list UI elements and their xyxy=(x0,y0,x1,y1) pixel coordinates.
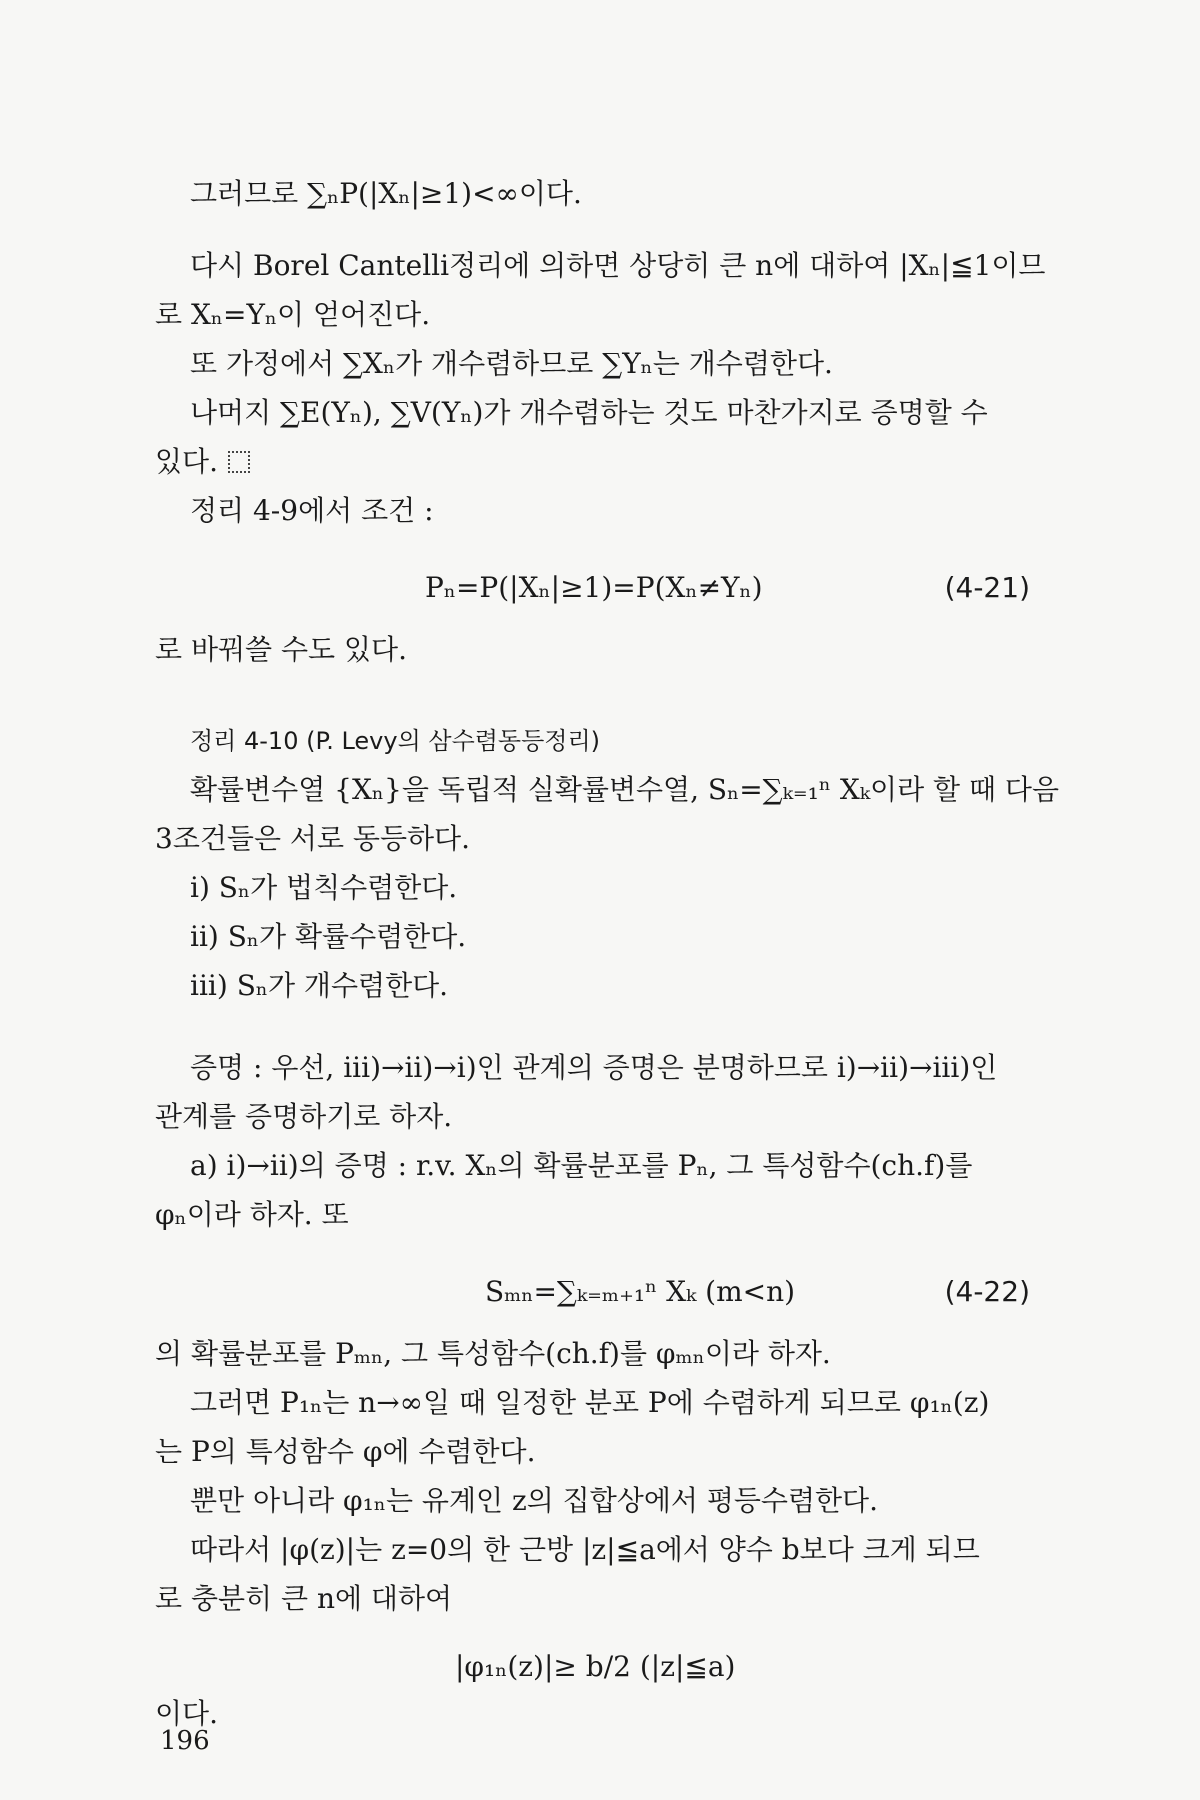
text-line: ii) Sₙ가 확률수렴한다. xyxy=(190,920,467,953)
text-line: 로 충분히 큰 n에 대하여 xyxy=(155,1582,453,1615)
text-line: 는 P의 특성함수 φ에 수렴한다. xyxy=(155,1435,536,1468)
text-line: 그러면 P₁ₙ는 n→∞일 때 일정한 분포 P에 수렴하게 되므로 φ₁ₙ(z) xyxy=(190,1386,990,1419)
equation-expression: Sₘₙ=∑ₖ₌ₘ₊₁ⁿ Xₖ (m<n) xyxy=(485,1275,796,1308)
text-line: a) i)→ii)의 증명 : r.v. Xₙ의 확률분포를 Pₙ, 그 특성함수(ch.f)를 xyxy=(190,1149,973,1182)
text-line: 정리 4-9에서 조건 : xyxy=(190,494,434,527)
equation-number: (4-21) xyxy=(944,571,1030,604)
text-line: 로 Xₙ=Yₙ이 얻어진다. xyxy=(155,298,431,331)
text-line: 3조건들은 서로 동등하다. xyxy=(155,822,470,855)
theorem-title: 정리 4-10 (P. Levy의 삼수렴동등정리) xyxy=(190,727,601,755)
page-number: 196 xyxy=(160,1726,210,1756)
text-line: 따라서 |φ(z)|는 z=0의 한 근방 |z|≦a에서 양수 b보다 크게 되므 xyxy=(190,1533,980,1566)
text-line: i) Sₙ가 법칙수렴한다. xyxy=(190,871,458,904)
text-line xyxy=(155,440,1060,484)
text-line: 그러므로 ∑ₙP(|Xₙ|≥1)<∞이다. xyxy=(190,177,582,210)
text-line: 뿐만 아니라 φ₁ₙ는 유계인 z의 집합상에서 평등수렴한다. xyxy=(190,1484,879,1517)
qed-mark-icon xyxy=(228,451,250,473)
text-line: 관계를 증명하기로 하자. xyxy=(155,1100,453,1133)
text-line: φₙ이라 하자. 또 xyxy=(155,1198,349,1231)
text-line: 또 가정에서 ∑Xₙ가 개수렴하므로 ∑Yₙ는 개수렴한다. xyxy=(190,347,833,380)
text-line: 다시 Borel Cantelli정리에 의하면 상당히 큰 n에 대하여 |Xₙ|≦1이므 xyxy=(190,249,1046,282)
equation-expression: |φ₁ₙ(z)|≥ b/2 (|z|≦a) xyxy=(455,1650,736,1683)
text-line: 확률변수열 {Xₙ}을 독립적 실확률변수열, Sₙ=∑ₖ₌₁ⁿ Xₖ이라 할 때 다음 xyxy=(190,773,1060,806)
text-line: 증명 : 우선, iii)→ii)→i)인 관계의 증명은 분명하므로 i)→ii)→iii)인 xyxy=(190,1051,998,1084)
text-fragment: 있다. xyxy=(155,445,218,478)
text-line: iii) Sₙ가 개수렴한다. xyxy=(190,969,449,1002)
equation-expression: Pₙ=P(|Xₙ|≥1)=P(Xₙ≠Yₙ) xyxy=(425,571,763,604)
text-line: 이다. xyxy=(155,1697,218,1730)
text-line: 로 바꿔쓸 수도 있다. xyxy=(155,633,407,666)
equation-number: (4-22) xyxy=(944,1275,1030,1308)
text-line: 의 확률분포를 Pₘₙ, 그 특성함수(ch.f)를 φₘₙ이라 하자. xyxy=(155,1337,831,1370)
text-line: 나머지 ∑E(Yₙ), ∑V(Yₙ)가 개수렴하는 것도 마찬가지로 증명할 수 xyxy=(190,396,988,429)
